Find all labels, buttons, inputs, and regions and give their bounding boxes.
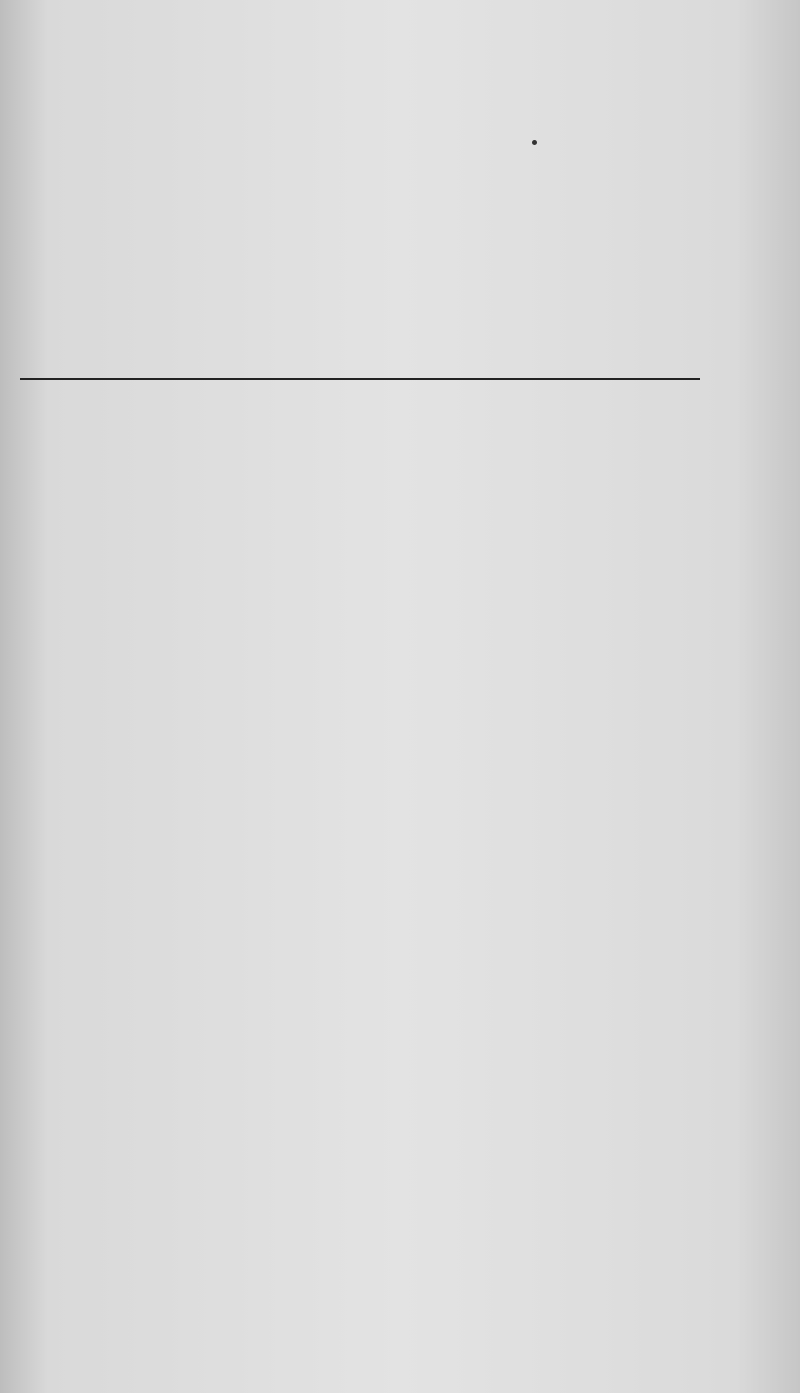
ink-spot bbox=[532, 140, 537, 145]
section-divider bbox=[20, 378, 700, 380]
